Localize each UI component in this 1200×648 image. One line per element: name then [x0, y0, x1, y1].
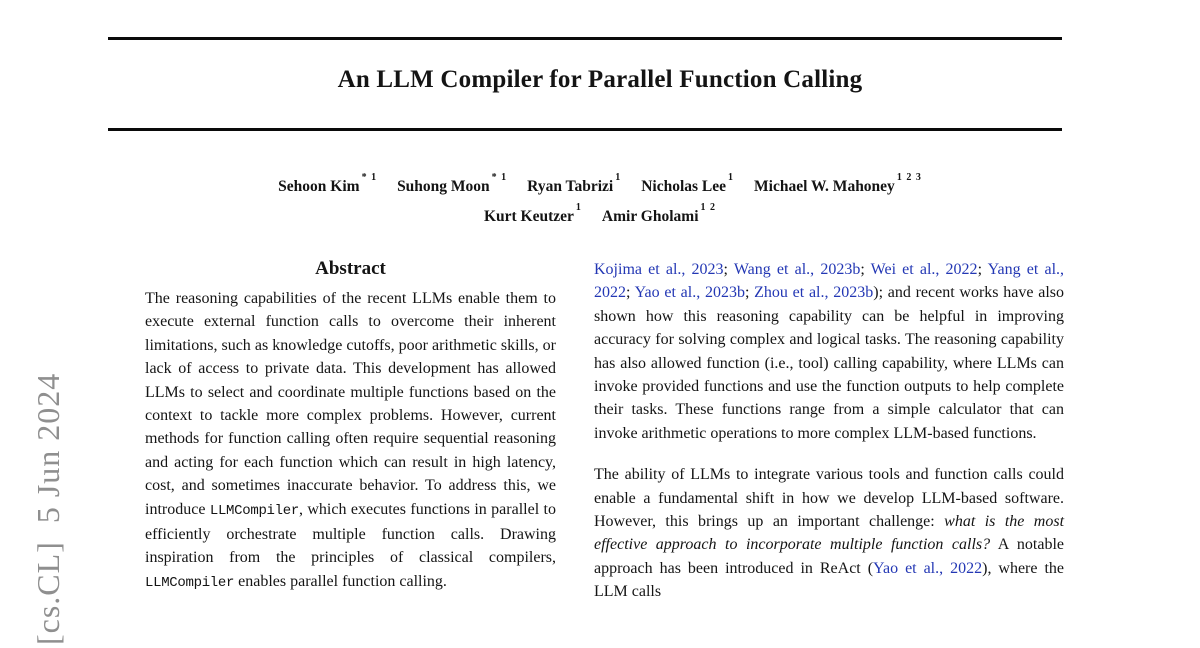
author-affiliation-superscript: 1: [615, 172, 622, 183]
author-line-1: [0, 170, 1200, 200]
abstract-text: [145, 287, 556, 595]
text-segment: ;: [977, 261, 988, 278]
author-block: [0, 170, 1200, 230]
citation-link[interactable]: Yang et al., 2022: [594, 261, 1065, 302]
citation-link[interactable]: Yao et al., 2022: [873, 559, 983, 577]
text-segment: enables parallel function calling.: [234, 572, 447, 590]
header-rule-bottom: [108, 128, 1062, 131]
text-segment: what is the most effective approach to incorporate multiple function calls?: [594, 513, 1065, 554]
author-affiliation-superscript: 1 2 3: [896, 172, 922, 183]
text-segment: The ability of LLMs to integrate various tools and function calls could enable a fundamental shift in how we develop LLM-based software. However, this brings up an important challenge:: [594, 466, 1064, 531]
author-name: Suhong Moon$^{* 1}$: [397, 172, 508, 196]
author-name: Kurt Keutzer$^1$: [483, 202, 582, 226]
text-segment: ;: [626, 284, 635, 302]
author-line-2: [0, 200, 1200, 230]
text-segment: A notable approach has been introduced in ReAct (: [594, 536, 1064, 577]
text-segment: ), where the LLM calls: [594, 559, 1065, 601]
text-segment: ;: [860, 261, 871, 278]
text-segment: , which executes functions in parallel to efficiently orchestrate multiple function calls. Drawing inspiration from the principles of classical compilers,: [145, 500, 557, 567]
citation-link[interactable]: Wei et al., 2022: [870, 261, 978, 278]
text-segment: ;: [723, 261, 734, 278]
paragraph: [594, 463, 1064, 603]
author-name: Michael W. Mahoney$^{1 2 3}$: [754, 172, 922, 196]
author-name: Sehoon Kim$^{* 1}$: [278, 172, 378, 196]
author-affiliation-superscript: 1 2: [700, 202, 717, 214]
arxiv-watermark: [cs.CL] 5 Jun 2024: [30, 372, 66, 645]
abstract-heading: Abstract: [315, 258, 386, 279]
header-rule-top: [108, 37, 1062, 40]
left-column: [145, 257, 556, 595]
author-affiliation-superscript: 1: [728, 172, 735, 183]
author-name: Nicholas Lee$^1$: [641, 172, 735, 196]
author-affiliation-superscript: * 1: [361, 172, 378, 183]
text-segment: LLMCompiler: [209, 502, 299, 519]
citation-link[interactable]: Zhou et al., 2023b: [754, 284, 874, 302]
paragraph: [594, 258, 1064, 445]
text-segment: ;: [744, 284, 755, 302]
text-segment: LLMCompiler: [145, 574, 235, 591]
author-affiliation-superscript: 1: [575, 202, 582, 214]
right-column: [594, 258, 1064, 604]
citation-link[interactable]: Yao et al., 2023b: [634, 284, 745, 302]
paper-title: An LLM Compiler for Parallel Function Calling: [337, 66, 863, 93]
citation-link[interactable]: Wang et al., 2023b: [733, 261, 861, 278]
citation-link[interactable]: Kojima et al., 2023: [594, 261, 724, 278]
paragraph: [145, 287, 556, 595]
author-name: Ryan Tabrizi$^1$: [527, 172, 622, 196]
author-name: Amir Gholami$^{1 2}$: [601, 202, 717, 226]
text-segment: ); and recent works have also shown how this reasoning capability can be helpful in improving accuracy for solving complex and logical tasks. The reasoning capability has also allowed function (i.e., tool) calling capability, where LLMs can invoke provided functions and use the function outputs to help complete their tasks. These functions range from a simple calculator that can invoke arithmetic operations to more complex LLM-based functions.: [594, 284, 1064, 442]
text-segment: The reasoning capabilities of the recent LLMs enable them to execute external function calls to overcome their inherent limitations, such as knowledge cutoffs, poor arithmetic skills, or lack of access to private data. This development has allowed LLMs to select and coordinate multiple functions based on the context to tackle more complex problems. However, current methods for function calling often require sequential reasoning and acting for each function which can result in high latency, cost, and sometimes inaccurate behavior. To address this, we introduce: [145, 290, 556, 518]
author-affiliation-superscript: * 1: [491, 172, 508, 183]
